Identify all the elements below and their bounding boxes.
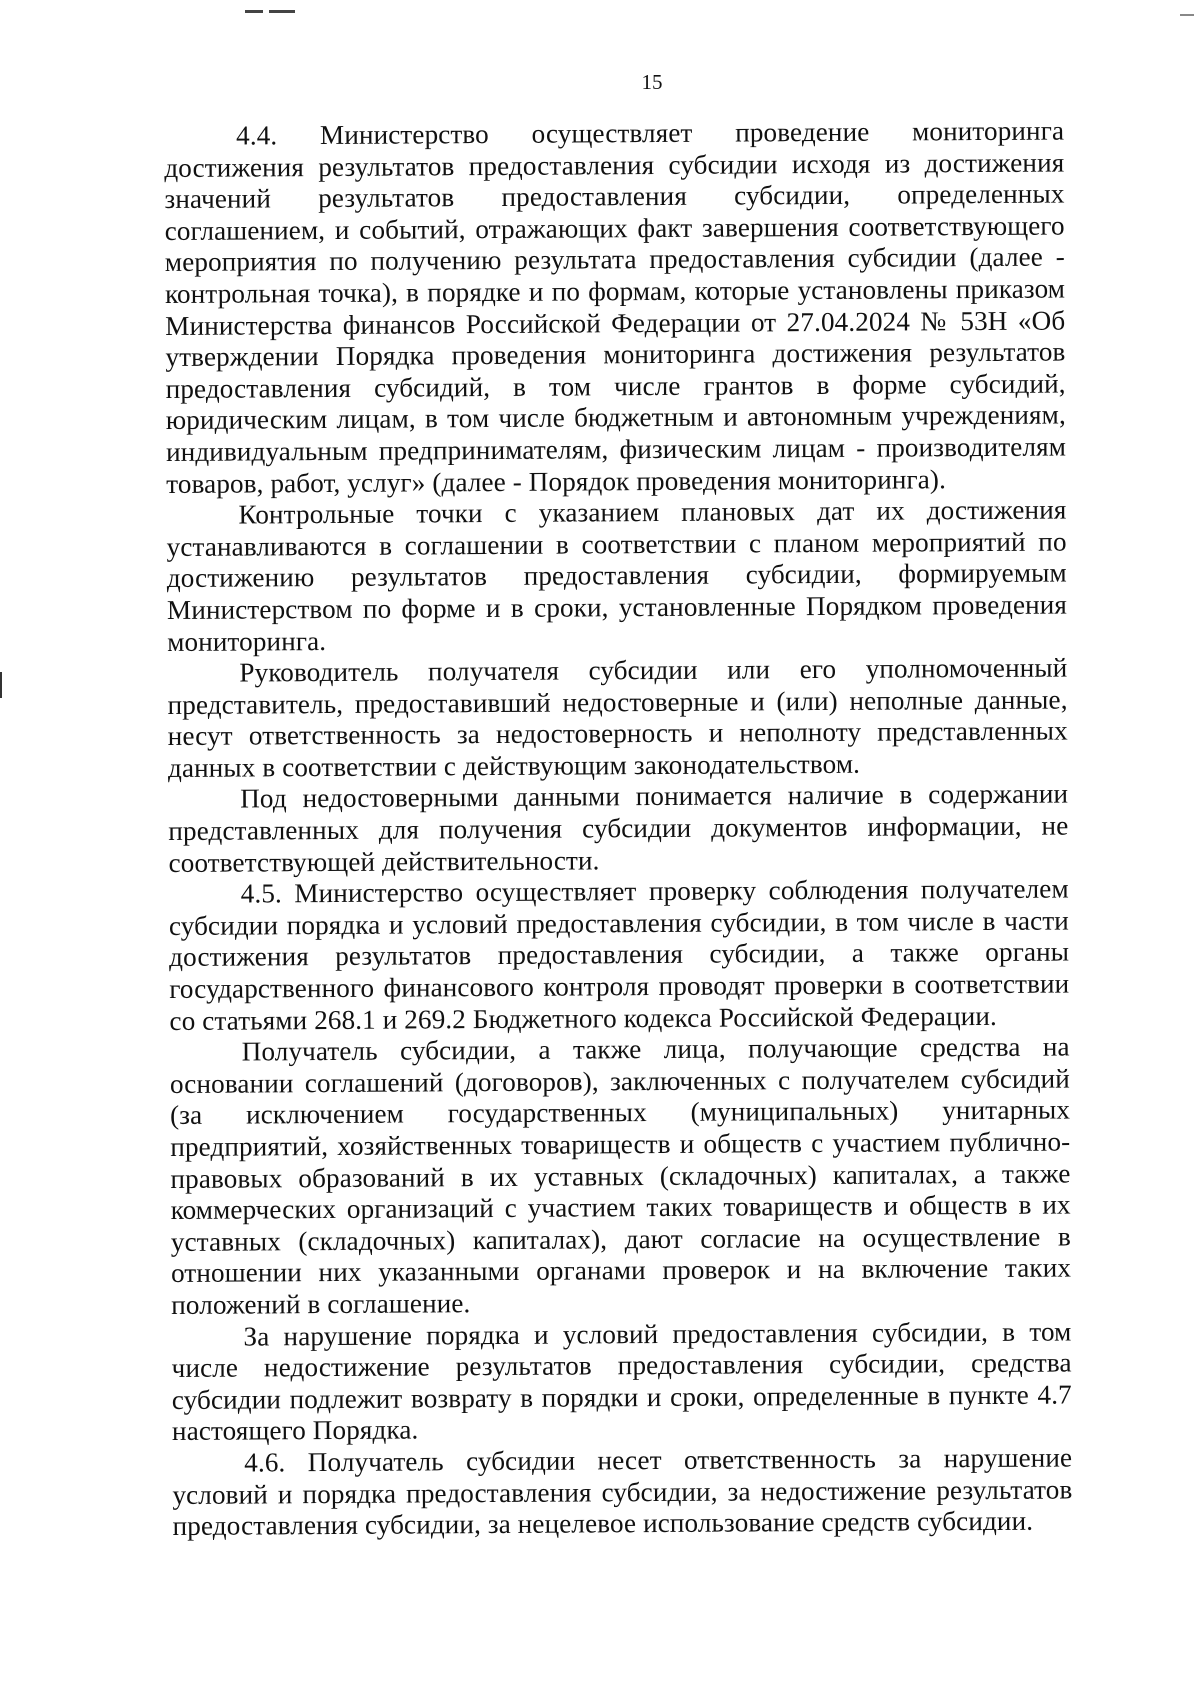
paragraph-4-5: 4.5. Министерство осуществляет проверку соблюдения получателем субсидии порядка и условий предоставления субсидии, в том числе в части достижения результатов предоставления субсидии, а также органы государственного финансового контроля проводят проверки в соответствии со статьями 268.1 и 269.2 Бюджетного кодекса Российской Федерации.	[168, 873, 1070, 1036]
page-number: 15	[641, 70, 663, 94]
paragraph-control-points: Контрольные точки с указанием плановых дат их достижения устанавливаются в соглашении в соответствии с планом мероприятий по достижению результатов предоставления субсидии, формируемым Министерством по форме и в сроки, установленные Порядком проведения мониторинга.	[166, 494, 1068, 657]
paragraph-responsibility: Руководитель получателя субсидии или его уполномоченный представитель, предоставивший недостоверные и (или) неполные данные, несут ответственность за недостоверность и неполноту представленных данных в соответствии с действующим законодательством.	[167, 652, 1068, 783]
paragraph-unreliable-data: Под недостоверными данными понимается наличие в содержании представленных для получения субсидии документов информации, не соответствующей действительности.	[168, 778, 1069, 878]
paragraph-violation-return: За нарушение порядка и условий предоставления субсидии, в том числе недостижение результатов предоставления субсидии, средства субсидии подлежит возврату в порядки и сроки, определенные в пункте 4.7 настоящего Порядка.	[171, 1316, 1072, 1447]
paragraph-4-6: 4.6. Получатель субсидии несет ответственность за нарушение условий и порядка предоставления субсидии, за недостижение результатов предоставления субсидии, за нецелевое использование средств субсидии.	[172, 1442, 1073, 1542]
paragraph-consent: Получатель субсидии, а также лица, получающие средства на основании соглашений (договоров), заключенных с получателем субсидий (за исключением государственных (муниципальных) унитарных предприятий, хозяйственных товариществ и обществ с участием публично-правовых образований в их уставных (складочных) капиталах, а также коммерческих организаций с участием таких товариществ и обществ в их уставных (складочных) капиталах), дают согласие на осуществление в отношении них указанными органами проверок и на включение таких положений в соглашение.	[169, 1031, 1072, 1320]
scan-artifact-top	[245, 0, 317, 3]
scan-artifact-corner	[1180, 14, 1194, 16]
paragraph-4-4: 4.4. Министерство осуществляет проведение мониторинга достижения результатов предоставления субсидии исходя из достижения значений результатов предоставления субсидии, определенных соглашением, и событий, отражающих факт завершения соответствующего мероприятия по получению результата предоставления субсидии (далее - контрольная точка), в порядке и по формам, которые установлены приказом Министерства финансов Российской Федерации от 27.04.2024 № 53Н «Об утверждении Порядка проведения мониторинга достижения результатов предоставления субсидий, в том числе грантов в форме субсидий, юридическим лицам, в том числе бюджетным и автономным учреждениям, индивидуальным предпринимателям, физическим лицам - производителям товаров, работ, услуг» (далее - Порядок проведения мониторинга).	[164, 115, 1067, 499]
scan-artifact-left	[0, 672, 2, 698]
document-body	[164, 116, 1073, 1543]
